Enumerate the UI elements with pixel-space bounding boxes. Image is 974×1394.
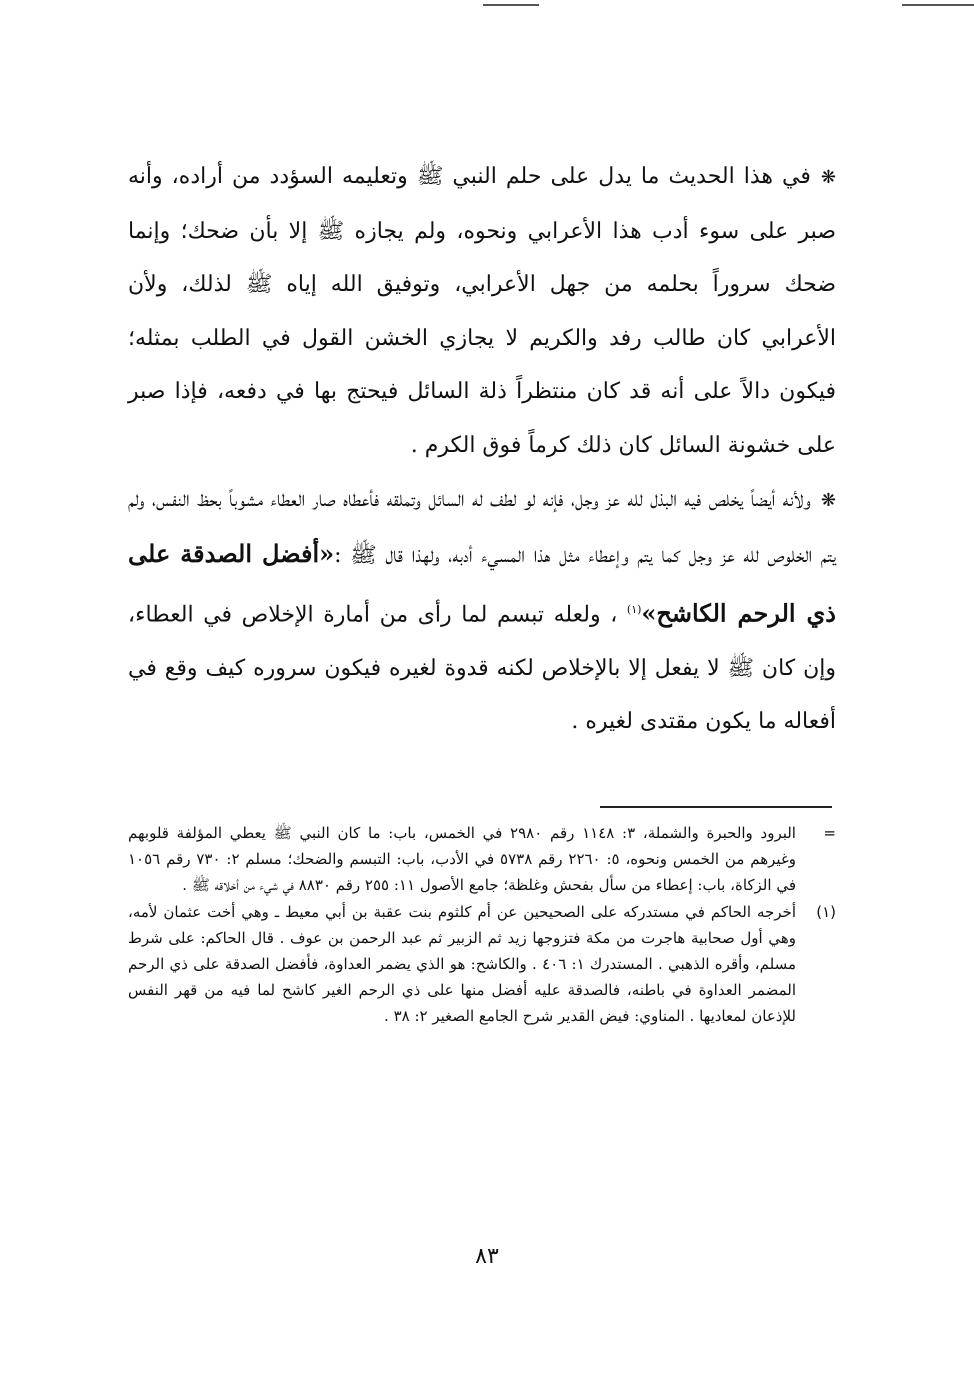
footnote-marker: (١) <box>816 902 836 921</box>
top-rule-left <box>483 4 539 6</box>
paragraph-2-text-before: ولأنه أيضاً يخلص فيه البذل لله عز وجل، فإنه لو لطف له السائل وتملقه فأعطاه صار العطاء مشوباً بحظ النفس، ولم يتم الخلوص لله عز وجل كما يتم وإعطاء مثل هذا المسيء أدبه، ولهذا قال ﷺ : <box>128 486 837 569</box>
paragraph-2-text-after: ، ولعله تبسم لما رأى من أمارة الإخلاص في العطاء، وإن كان ﷺ لا يفعل إلا بالإخلاص لكنه قدوة لغيره فيكون سروره كيف وقع في أفعاله ما يكون مقتدى لغيره . <box>128 602 836 735</box>
page-number: ٨٣ <box>475 1244 499 1269</box>
footnote-marker: = <box>823 824 836 842</box>
bullet-ornament-icon: ❋ <box>820 489 836 511</box>
main-text-block <box>128 150 836 749</box>
bullet-ornament-icon: ❋ <box>820 167 837 188</box>
paragraph-2 <box>128 473 836 749</box>
top-rule-right <box>902 4 974 6</box>
footnote-continued <box>128 820 836 899</box>
footnotes <box>128 820 836 1030</box>
footnote-text: أخرجه الحاكم في مستدركه على الصحيحين عن أم كلثوم بنت عقبة بن أبي معيط ـ وهي أخت عثمان لأمه، وهي أول صحابية هاجرت من مكة فتزوجها زيد ثم الزبير ثم عبد الرحمن بن عوف . قال الحاكم: على شرط مسلم، وأقره الذهبي . المستدرك ١: ٤٠٦ . والكاشح: هو الذي يضمر العداوة، فأفضل الصدقة على ذي الرحم المضمر العداوة في باطنه، فالصدقة عليه أفضل منها على ذي الرحم الغير كاشح لما فيه من قهر النفس للإذعان لمعاديها . المناوي: فيض القدير شرح الجامع الصغير ٢: ٣٨ . <box>128 902 796 1026</box>
hadith-quote: «أفضل الصدقة على ذي الرحم الكاشح» <box>128 539 836 628</box>
paragraph-1-text: في هذا الحديث ما يدل على حلم النبي ﷺ وتعليمه السؤدد من أراده، وأنه صبر على سوء أدب هذا الأعرابي ونحوه، ولم يجازه ﷺ إلا بأن ضحك؛ وإنما ضحك سروراً بحلمه من جهل الأعرابي، وتوفيق الله إياه ﷺ لذلك، ولأن الأعرابي كان طالب رفد والكريم لا يجازي الخشن القول في الطلب بمثله؛ فيكون دالاً على أنه قد كان منتظراً ذلة السائل فيحتج بها في دفعه، فإذا صبر على خشونة السائل كان ذلك كرماً فوق الكرم . <box>128 164 836 458</box>
main-text <box>128 150 836 749</box>
footnote-1 <box>128 899 836 1030</box>
footnote-reference[interactable]: (١) <box>626 602 642 616</box>
footnote-text: البرود والحبرة والشملة، ٣: ١١٤٨ رقم ٢٩٨٠ في الخمس، باب: ما كان النبي ﷺ يعطي المؤلفة قلوبهم وغيرهم من الخمس ونحوه، ٥: ٢٢٦٠ رقم ٥٧٣٨ في الأدب، باب: التبسم والضحك؛ مسلم ٢: ٧٣٠ رقم ١٠٥٦ في الزكاة، باب: إعطاء من سأل بفحش وغلظة؛ جامع الأصول ١١: ٢٥٥ رقم ٨٨٣٠ في شيء من أخلاقه ﷺ . <box>128 824 797 895</box>
footnote-separator <box>600 806 832 808</box>
paragraph-1 <box>128 150 836 473</box>
